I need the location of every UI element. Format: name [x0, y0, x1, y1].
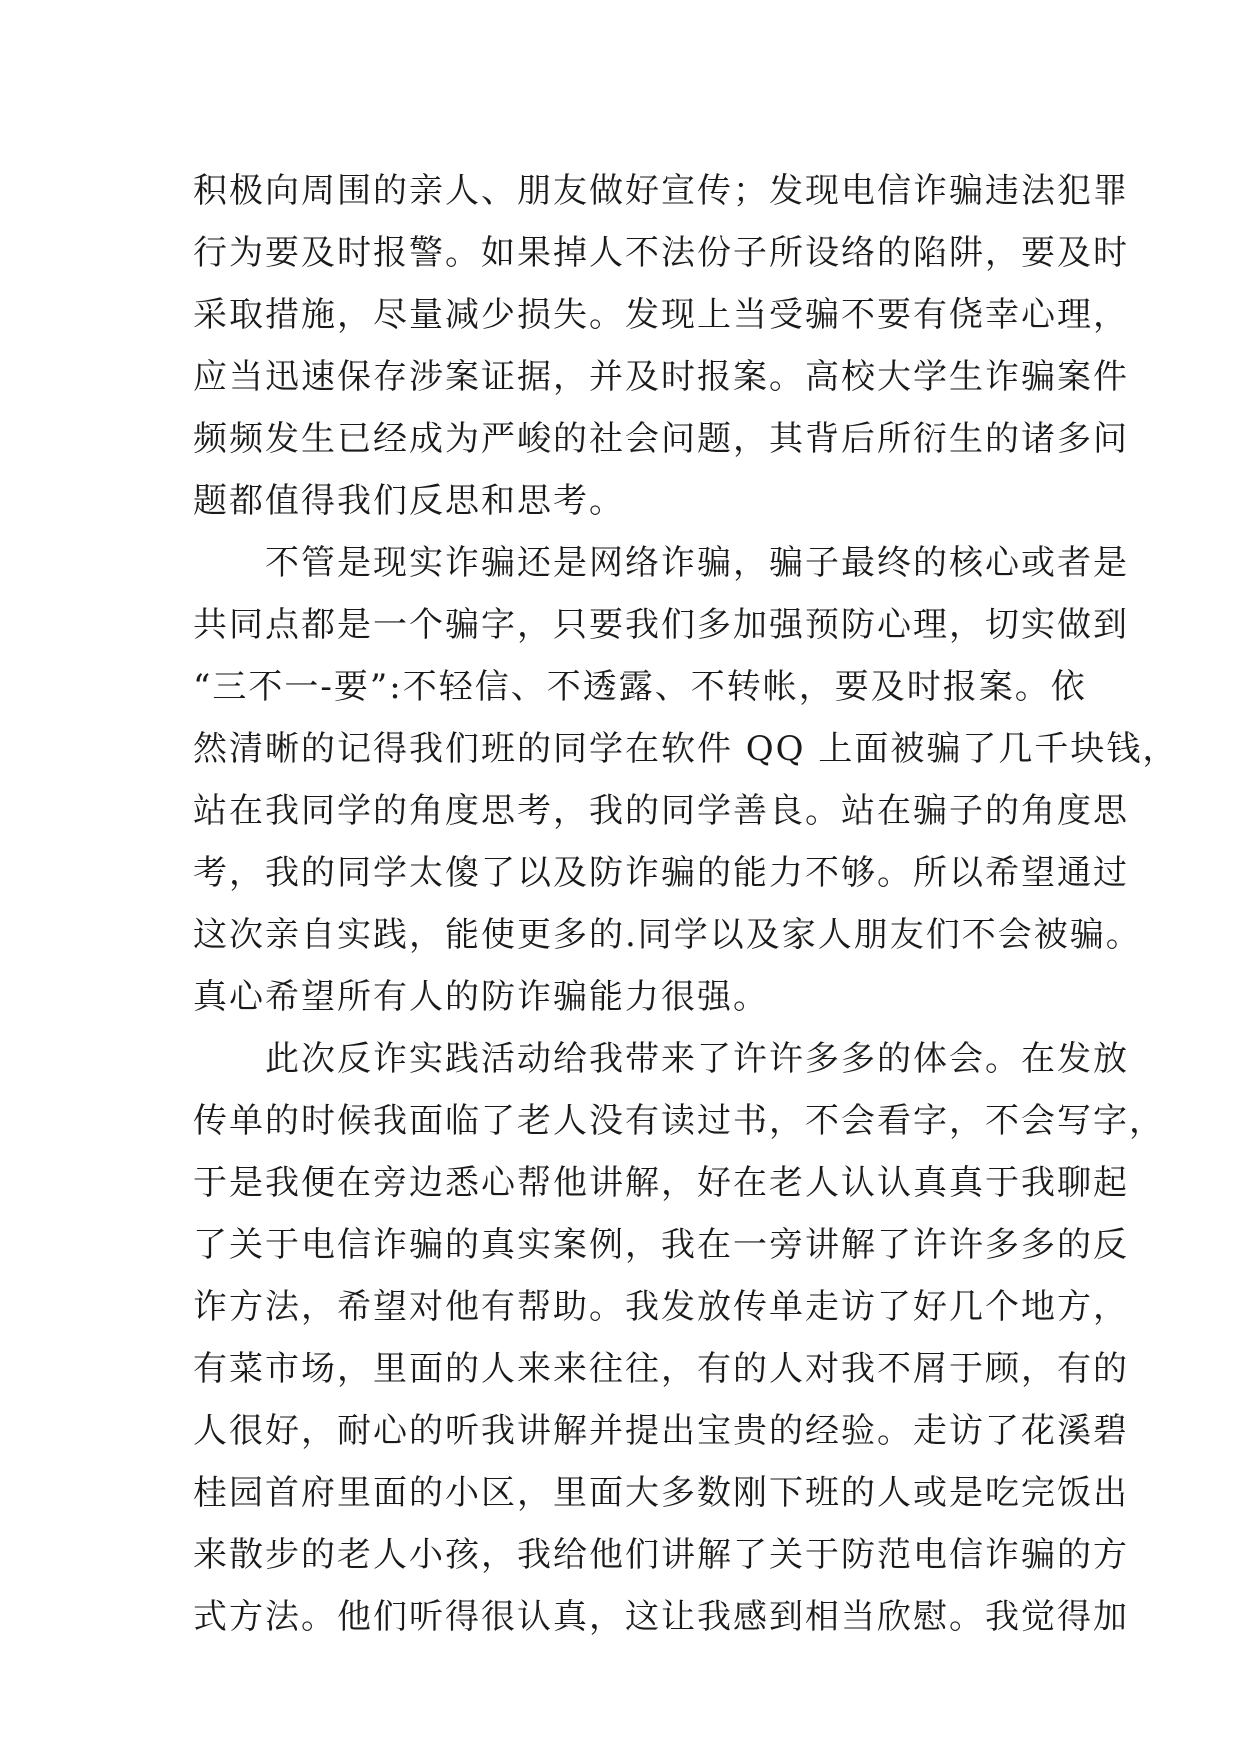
text-line: 于是我便在旁边悉心帮他讲解，好在老人认认真真于我聊起 [193, 1163, 1129, 1203]
text-line: 有菜市场，里面的人来来往往，有的人对我不屑于顾，有的 [193, 1349, 1129, 1389]
text-line: 站在我同学的角度思考，我的同学善良。站在骗子的角度思 [193, 791, 1129, 831]
text-line: 诈方法，希望对他有帮助。我发放传单走访了好几个地方， [193, 1287, 1129, 1327]
text-line: 桂园首府里面的小区，里面大多数刚下班的人或是吃完饭出 [193, 1473, 1129, 1513]
text-line: 然清晰的记得我们班的同学在软件 QQ 上面被骗了几千块钱， [193, 729, 1179, 769]
paragraph-1 [193, 160, 1129, 532]
text-line: 真心希望所有人的防诈骗能力很强。 [193, 977, 769, 1017]
text-line: 应当迅速保存涉案证据，并及时报案。高校大学生诈骗案件 [193, 357, 1129, 397]
text-line: 传单的时候我面临了老人没有读过书，不会看字，不会写字， [193, 1101, 1165, 1141]
text-line: 题都值得我们反思和思考。 [193, 481, 625, 521]
text-line: 共同点都是一个骗字，只要我们多加强预防心理，切实做到 [193, 605, 1129, 645]
text-line: 行为要及时报警。如果掉人不法份子所设络的陷阱，要及时 [193, 233, 1129, 273]
text-line: 此次反诈实践活动给我带来了许许多多的体会。在发放 [193, 1039, 1129, 1079]
text-line: 人很好，耐心的听我讲解并提出宝贵的经验。走访了花溪碧 [193, 1411, 1129, 1451]
text-line: 不管是现实诈骗还是网络诈骗，骗子最终的核心或者是 [193, 543, 1129, 583]
text-line: 频频发生已经成为严峻的社会问题，其背后所衍生的诸多问 [193, 419, 1129, 459]
document-body [193, 160, 1179, 1648]
paragraph-2 [193, 532, 1179, 1028]
text-line: “三不一-要”:不轻信、不透露、不转帐，要及时报案。依 [193, 667, 1087, 707]
text-line: 这次亲自实践，能使更多的.同学以及家人朋友们不会被骗。 [193, 915, 1142, 955]
text-line: 考，我的同学太傻了以及防诈骗的能力不够。所以希望通过 [193, 853, 1129, 893]
text-line: 式方法。他们听得很认真，这让我感到相当欣慰。我觉得加 [193, 1597, 1129, 1637]
paragraph-3 [193, 1028, 1165, 1648]
text-line: 积极向周围的亲人、朋友做好宣传；发现电信诈骗违法犯罪 [193, 171, 1129, 211]
text-line: 了关于电信诈骗的真实案例，我在一旁讲解了许许多多的反 [193, 1225, 1129, 1265]
text-line: 来散步的老人小孩，我给他们讲解了关于防范电信诈骗的方 [193, 1535, 1129, 1575]
text-line: 采取措施，尽量减少损失。发现上当受骗不要有侥幸心理， [193, 295, 1129, 335]
